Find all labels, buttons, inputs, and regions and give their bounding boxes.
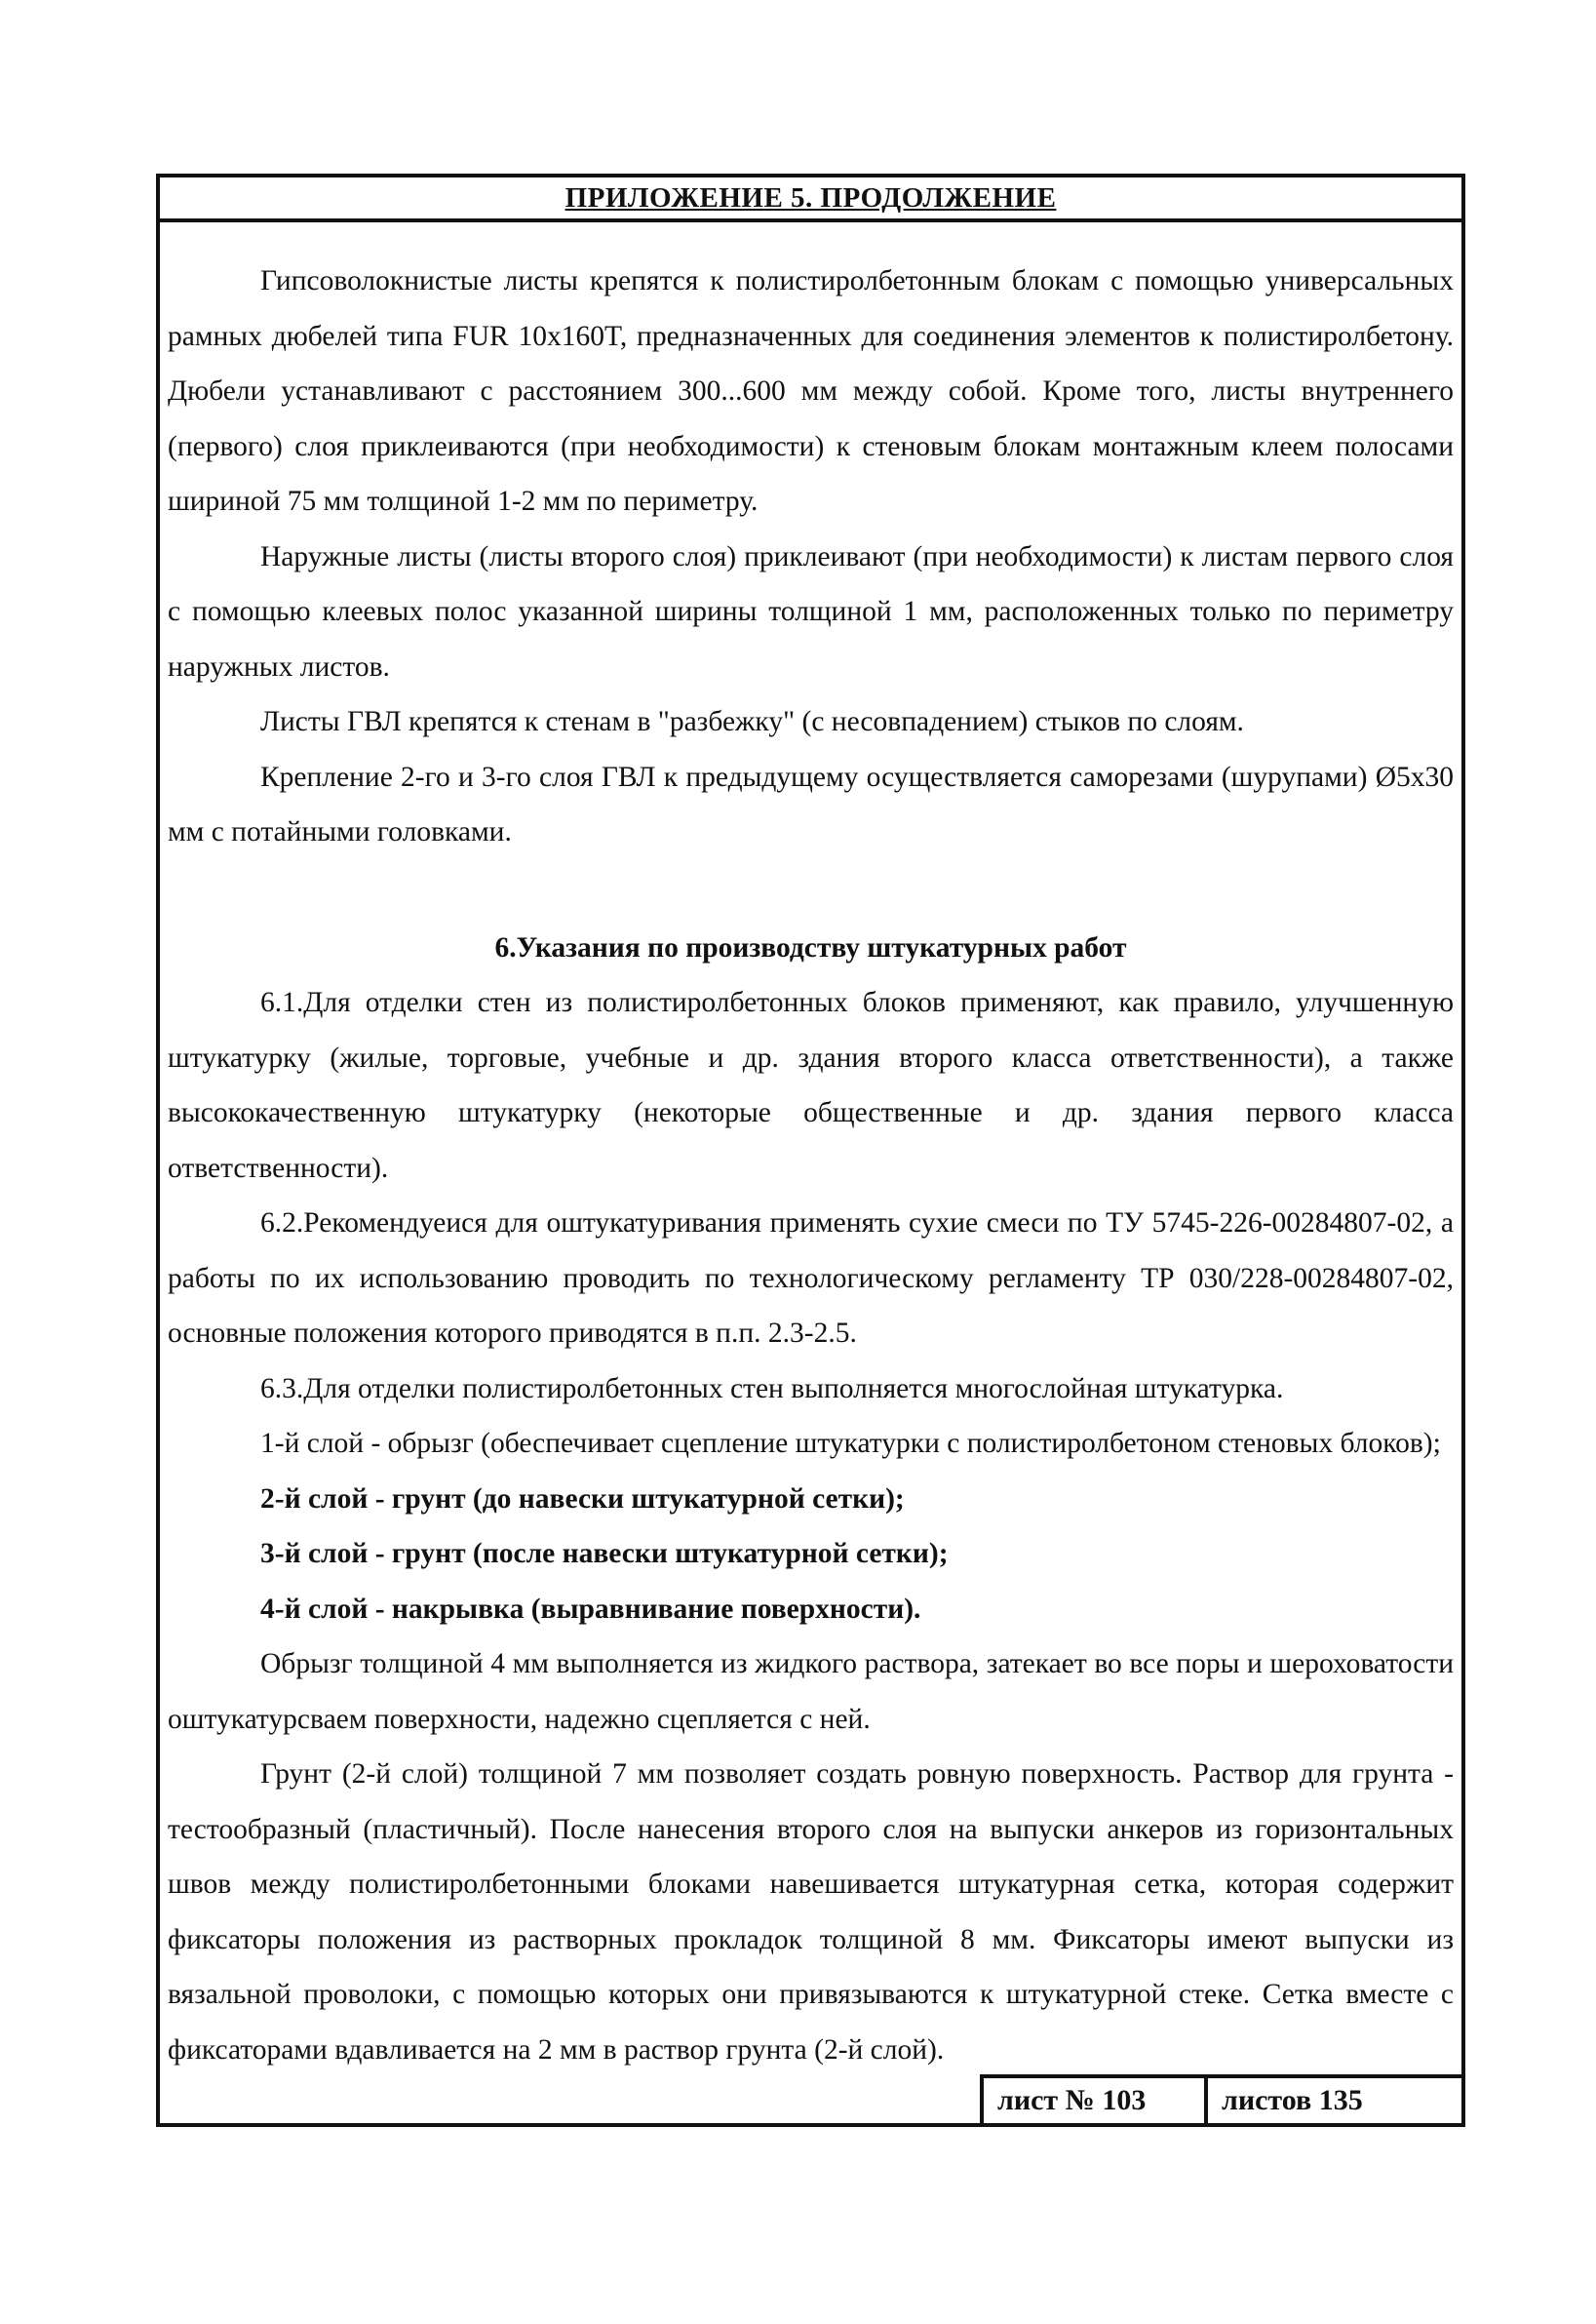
paragraph-staggered-joints: Листы ГВЛ крепятся к стенам в "разбежку" (с несовпадением) стыков по слоям. (260, 706, 1244, 737)
layer-1-item: 1-й слой - обрызг (обеспечивает сцепление штукатурки с полистиролбетоном стеновых блоков); (260, 1428, 1441, 1459)
paragraph-spray-coat: Обрызг толщиной 4 мм выполняется из жидкого раствора, затекает во все поры и шероховатости оштукатурсваем поверхности, надежно сцепляется с ней. (168, 1648, 1454, 1735)
page-frame (156, 174, 1465, 2127)
sheet-info-box (980, 2074, 1461, 2123)
paragraph-6-1: 6.1.Для отделки стен из полистиролбетонных блоков применяют, как правило, улучшенную штукатурку (жилые, торговые, учебные и др. здания второго класса ответственности), а также высококачественную штукатурку (некоторые общественные и др. здания первого класса ответственности). (168, 987, 1454, 1184)
paragraph-base-coat: Грунт (2-й слой) толщиной 7 мм позволяет создать ровную поверхность. Раствор для грунта - тестообразный (пластичный). После нанесения второго слоя на выпуски анкеров из горизонтальных швов между полистиролбетонными блоками навешивается штукатурная сетка, которая содержит фиксаторы положения из растворных прокладок толщиной 8 мм. Фиксаторы имеют выпуски из вязальной проволоки, с помощью которых они привязываются к штукатурной стеке. Сетка вместе с фиксаторами вдавливается на 2 мм в раствор грунта (2-й слой). (168, 1758, 1454, 2066)
layer-4-item: 4-й слой - накрывка (выравнивание поверхности). (260, 1593, 921, 1625)
layer-3-item: 3-й слой - грунт (после навески штукатурной сетки); (260, 1538, 949, 1569)
document-body (168, 254, 1454, 2077)
section-heading: 6.Указания по производству штукатурных работ (494, 931, 1127, 964)
appendix-title: ПРИЛОЖЕНИЕ 5. ПРОДОЛЖЕНИЕ (160, 177, 1461, 222)
paragraph-6-2: 6.2.Рекомендуеися для оштукатуривания применять сухие смеси по ТУ 5745-226-00284807-02, а работы по их использованию проводить по технологическому регламенту ТР 030/228-00284807-02, основные положения которого приводятся в п.п. 2.3-2.5. (168, 1207, 1454, 1349)
sheets-total: листов 135 (1204, 2078, 1461, 2123)
paragraph-fastening-gvl: Гипсоволокнистые листы крепятся к полистиролбетонным блокам с помощью универсальных рамных дюбелей типа FUR 10x160T, предназначенных для соединения элементов к полистиролбетону. Дюбели устанавливают с расстоянием 300...600 мм между собой. Кроме того, листы внутреннего (первого) слоя приклеиваются (при необходимости) к стеновым блокам монтажным клеем полосами шириной 75 мм толщиной 1-2 мм по периметру. (168, 265, 1454, 517)
paragraph-6-3: 6.3.Для отделки полистиролбетонных стен выполняется многослойная штукатурка. (260, 1372, 1284, 1404)
paragraph-screws: Крепление 2-го и 3-го слоя ГВЛ к предыдущему осуществляется саморезами (шурупами) Ø5x30 мм с потайными головками. (168, 761, 1454, 847)
layer-2-item: 2-й слой - грунт (до навески штукатурной сетки); (260, 1482, 905, 1515)
sheet-number: лист № 103 (997, 2084, 1147, 2116)
paragraph-outer-sheets: Наружные листы (листы второго слоя) приклеивают (при необходимости) к листам первого слоя с помощью клеевых полос указанной ширины толщиной 1 мм, расположенных только по периметру наружных листов. (168, 540, 1454, 683)
